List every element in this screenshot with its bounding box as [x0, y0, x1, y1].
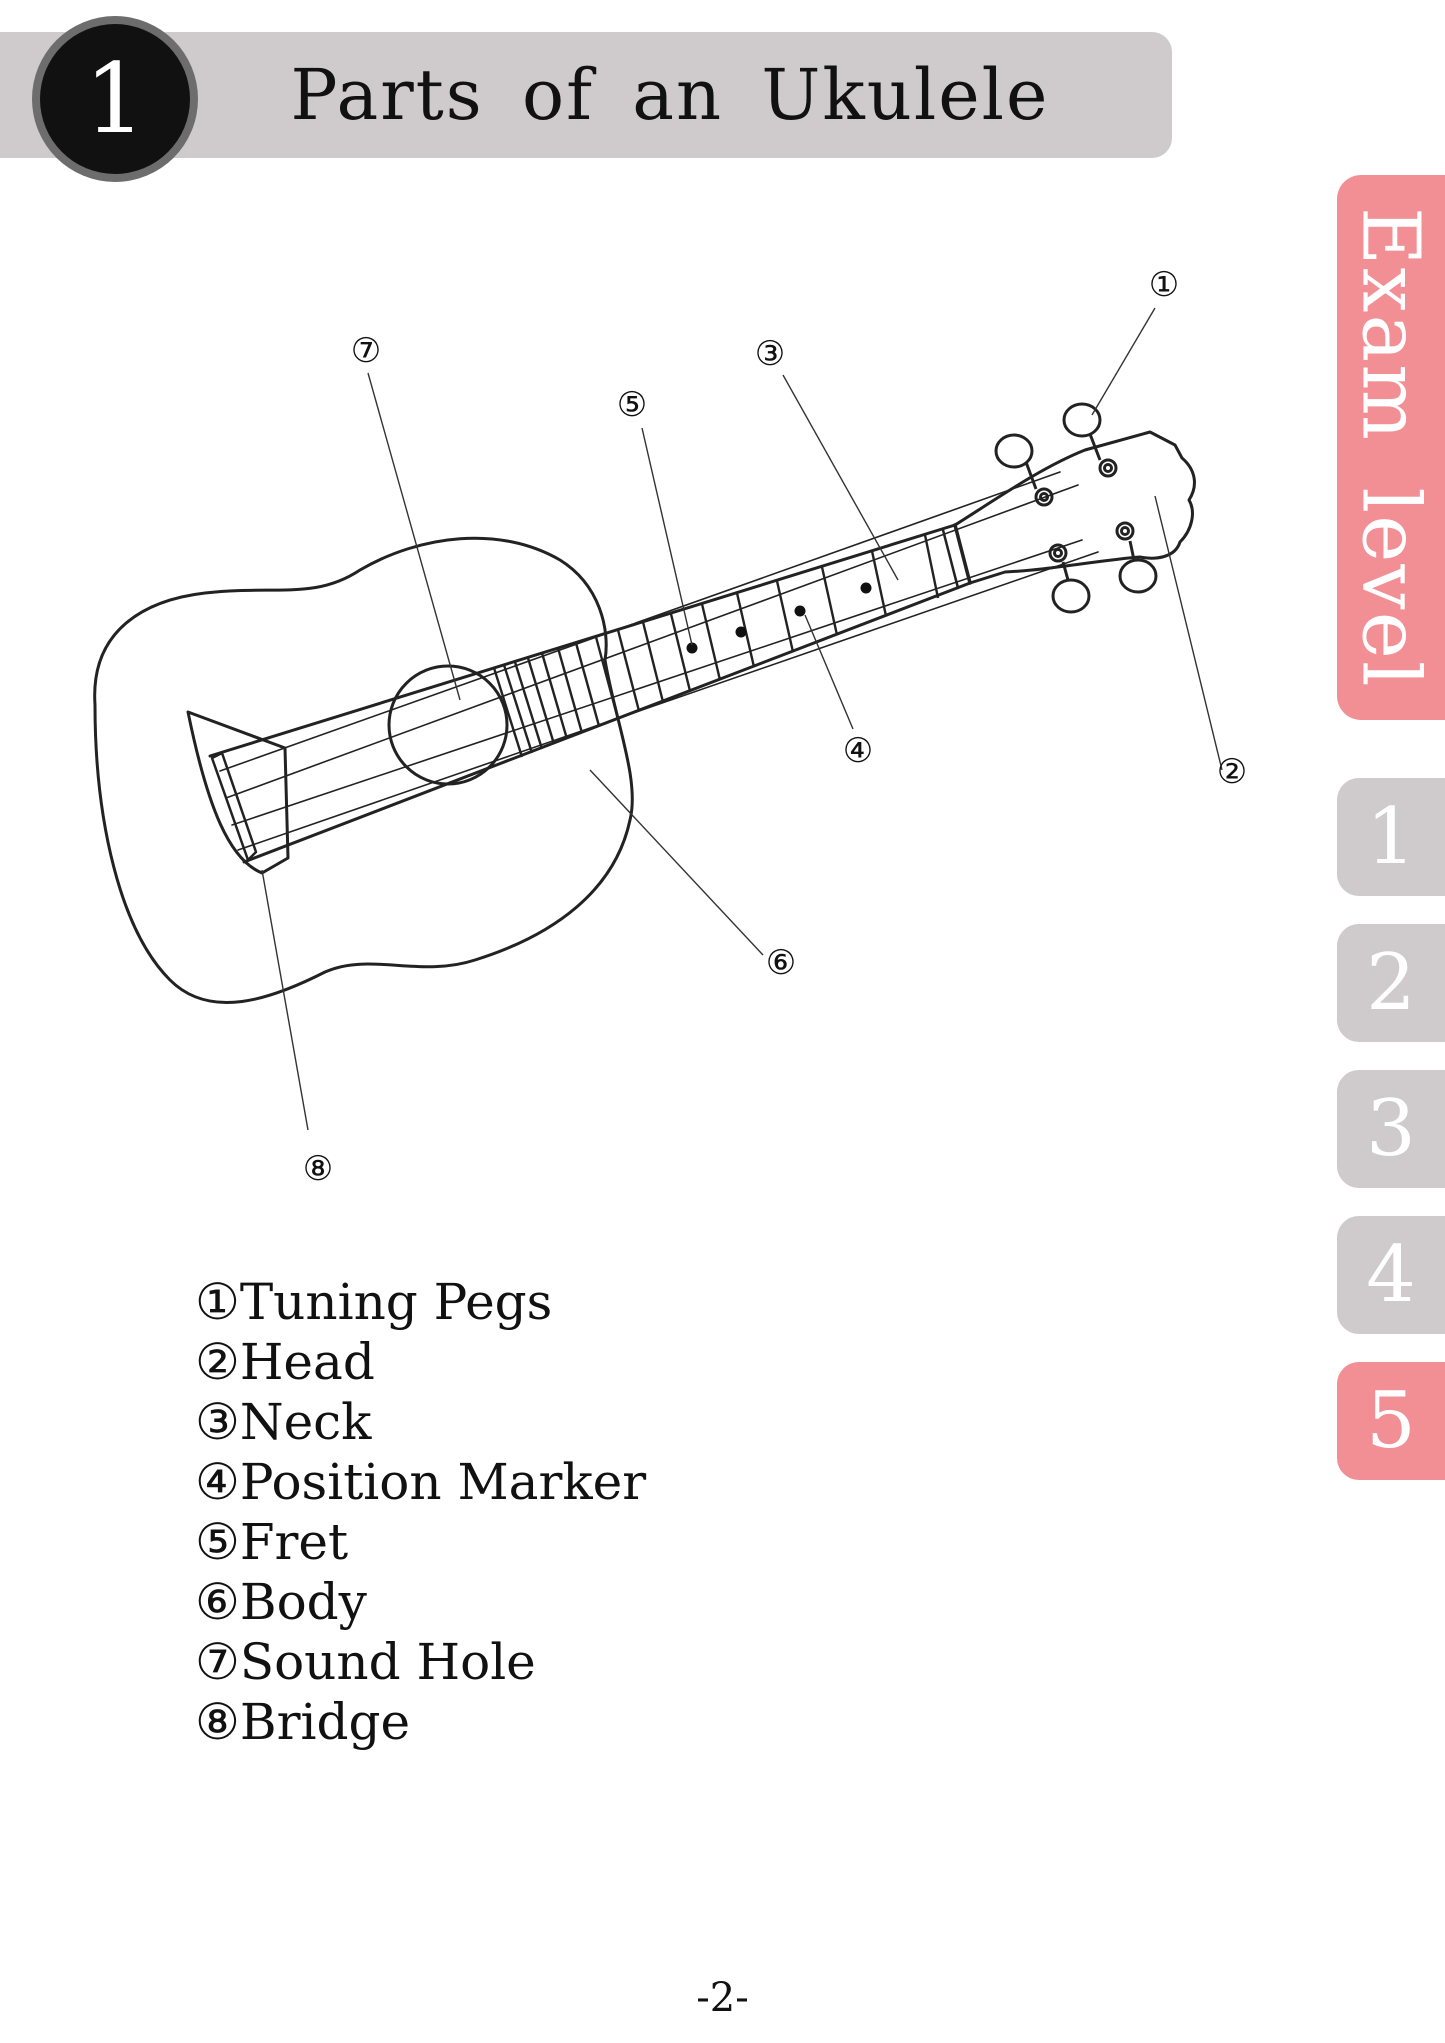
- callout-1: ①: [1148, 265, 1180, 305]
- tuning-peg: [1064, 404, 1100, 436]
- leader-lines: [262, 308, 1222, 1130]
- ukulele-drawing: [0, 200, 1300, 1200]
- page-number: -2-: [696, 1975, 749, 2021]
- level-tab-2[interactable]: 2: [1337, 924, 1445, 1042]
- callout-5: ⑤: [616, 385, 648, 425]
- legend-item-neck: ③Neck: [195, 1393, 372, 1451]
- legend-item-position-marker: ④Position Marker: [195, 1453, 647, 1511]
- callout-2: ②: [1216, 752, 1248, 792]
- section-number-badge: 1: [40, 24, 190, 174]
- level-tab-3[interactable]: 3: [1337, 1070, 1445, 1188]
- callout-4: ④: [842, 731, 874, 771]
- tuning-peg: [1120, 560, 1156, 592]
- callout-7: ⑦: [350, 331, 382, 371]
- ukulele-diagram: [0, 200, 1300, 1200]
- callout-8: ⑧: [302, 1149, 334, 1189]
- legend-item-head: ②Head: [195, 1333, 375, 1391]
- legend-item-body: ⑥Body: [195, 1573, 367, 1631]
- legend-item-tuning-pegs: ①Tuning Pegs: [195, 1273, 553, 1331]
- level-tab-5[interactable]: 5: [1337, 1362, 1445, 1480]
- ukulele-body-outline: [95, 538, 633, 1002]
- legend-item-fret: ⑤Fret: [195, 1513, 349, 1571]
- page-title: Parts of an Ukulele: [290, 54, 1050, 136]
- callout-6: ⑥: [765, 943, 797, 983]
- tuning-peg: [1053, 580, 1089, 612]
- callout-3: ③: [754, 334, 786, 374]
- legend-item-sound-hole: ⑦Sound Hole: [195, 1633, 536, 1691]
- level-tab-4[interactable]: 4: [1337, 1216, 1445, 1334]
- parts-legend: [195, 1272, 646, 1752]
- legend-item-bridge: ⑧Bridge: [195, 1693, 411, 1751]
- exam-level-label: Exam level: [1344, 206, 1438, 689]
- exam-level-tab[interactable]: [1337, 175, 1445, 720]
- level-tab-1[interactable]: 1: [1337, 778, 1445, 896]
